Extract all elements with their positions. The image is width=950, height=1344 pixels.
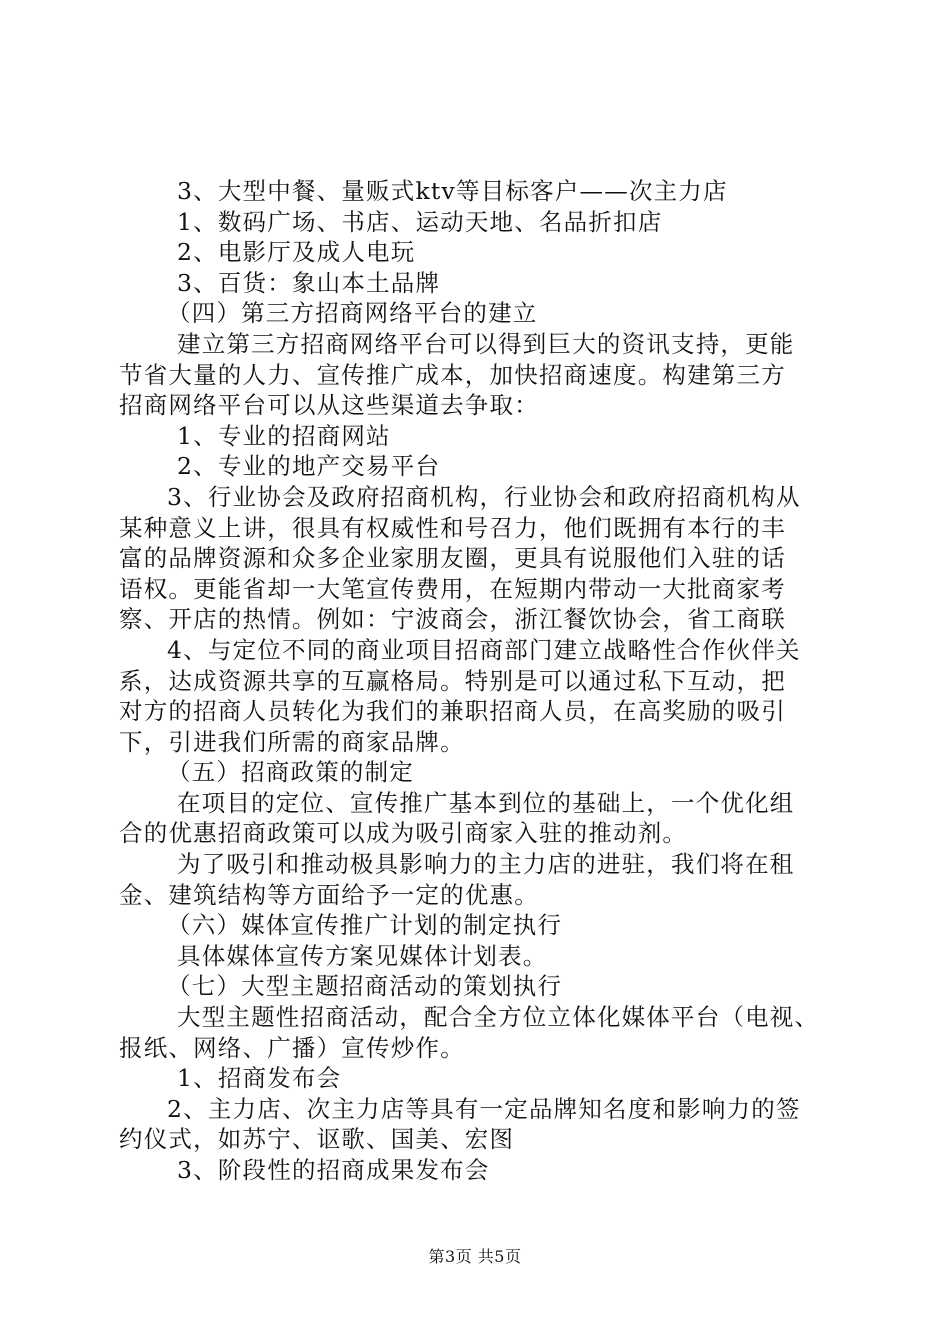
text-line: 大型主题性招商活动，配合全方位立体化媒体平台（电视、 [177, 1003, 820, 1032]
text-line: 1、专业的招商网站 [177, 421, 391, 450]
text-line: 2、主力店、次主力店等具有一定品牌知名度和影响力的签 [167, 1094, 801, 1123]
text-line: 招商网络平台可以从这些渠道去争取： [119, 391, 539, 420]
text-line: 1、招商发布会 [177, 1064, 342, 1093]
document-body [119, 176, 839, 1186]
text-line: 金、建筑结构等方面给予一定的优惠。 [119, 880, 539, 909]
text-line: 合的优惠招商政策可以成为吸引商家入驻的推动剂。 [119, 819, 688, 848]
text-line: 系，达成资源共享的互赢格局。特别是可以通过私下互动，把 [119, 666, 786, 695]
text-line: 察、开店的热情。例如：宁波商会，浙江餐饮协会，省工商联 [119, 605, 786, 634]
text-line: 3、百货：象山本土品牌 [177, 268, 441, 297]
text-line: 节省大量的人力、宣传推广成本，加快招商速度。构建第三方 [119, 360, 786, 389]
text-line: （五）招商政策的制定 [167, 758, 414, 787]
text-line: 2、专业的地产交易平台 [177, 452, 441, 481]
text-line: 为了吸引和推动极具影响力的主力店的进驻，我们将在租 [177, 850, 795, 879]
text-line: 报纸、网络、广播）宣传炒作。 [119, 1033, 465, 1062]
text-line: 富的品牌资源和众多企业家朋友圈，更具有说服他们入驻的话 [119, 544, 786, 573]
text-line: 约仪式，如苏宁、讴歌、国美、宏图 [119, 1125, 515, 1154]
text-line: 4、与定位不同的商业项目招商部门建立战略性合作伙伴关 [167, 635, 801, 664]
text-line: 3、行业协会及政府招商机构，行业协会和政府招商机构从 [167, 482, 801, 511]
text-line: 语权。更能省却一大笔宣传费用，在短期内带动一大批商家考 [119, 574, 786, 603]
text-line: 3、大型中餐、量贩式ktv等目标客户——次主力店 [177, 177, 728, 205]
text-line: 某种意义上讲，很具有权威性和号召力，他们既拥有本行的丰 [119, 513, 786, 542]
text-line: 下，引进我们所需的商家品牌。 [119, 727, 465, 756]
text-line: 3、阶段性的招商成果发布会 [177, 1156, 490, 1184]
text-line: 具体媒体宣传方案见媒体计划表。 [177, 941, 548, 970]
text-line: 建立第三方招商网络平台可以得到巨大的资讯支持，更能 [177, 329, 795, 358]
page-footer: 第3页 共5页 [428, 1247, 522, 1266]
text-line: 对方的招商人员转化为我们的兼职招商人员，在高奖励的吸引 [119, 697, 786, 726]
text-line: 在项目的定位、宣传推广基本到位的基础上，一个优化组 [177, 788, 795, 817]
text-line: （六）媒体宣传推广计划的制定执行 [167, 911, 563, 940]
text-line: 2、电影厅及成人电玩 [177, 238, 416, 267]
text-line: 1、数码广场、书店、运动天地、名品折扣店 [177, 207, 663, 236]
text-line: （七）大型主题招商活动的策划执行 [167, 972, 563, 1001]
text-line: （四）第三方招商网络平台的建立 [167, 299, 538, 328]
